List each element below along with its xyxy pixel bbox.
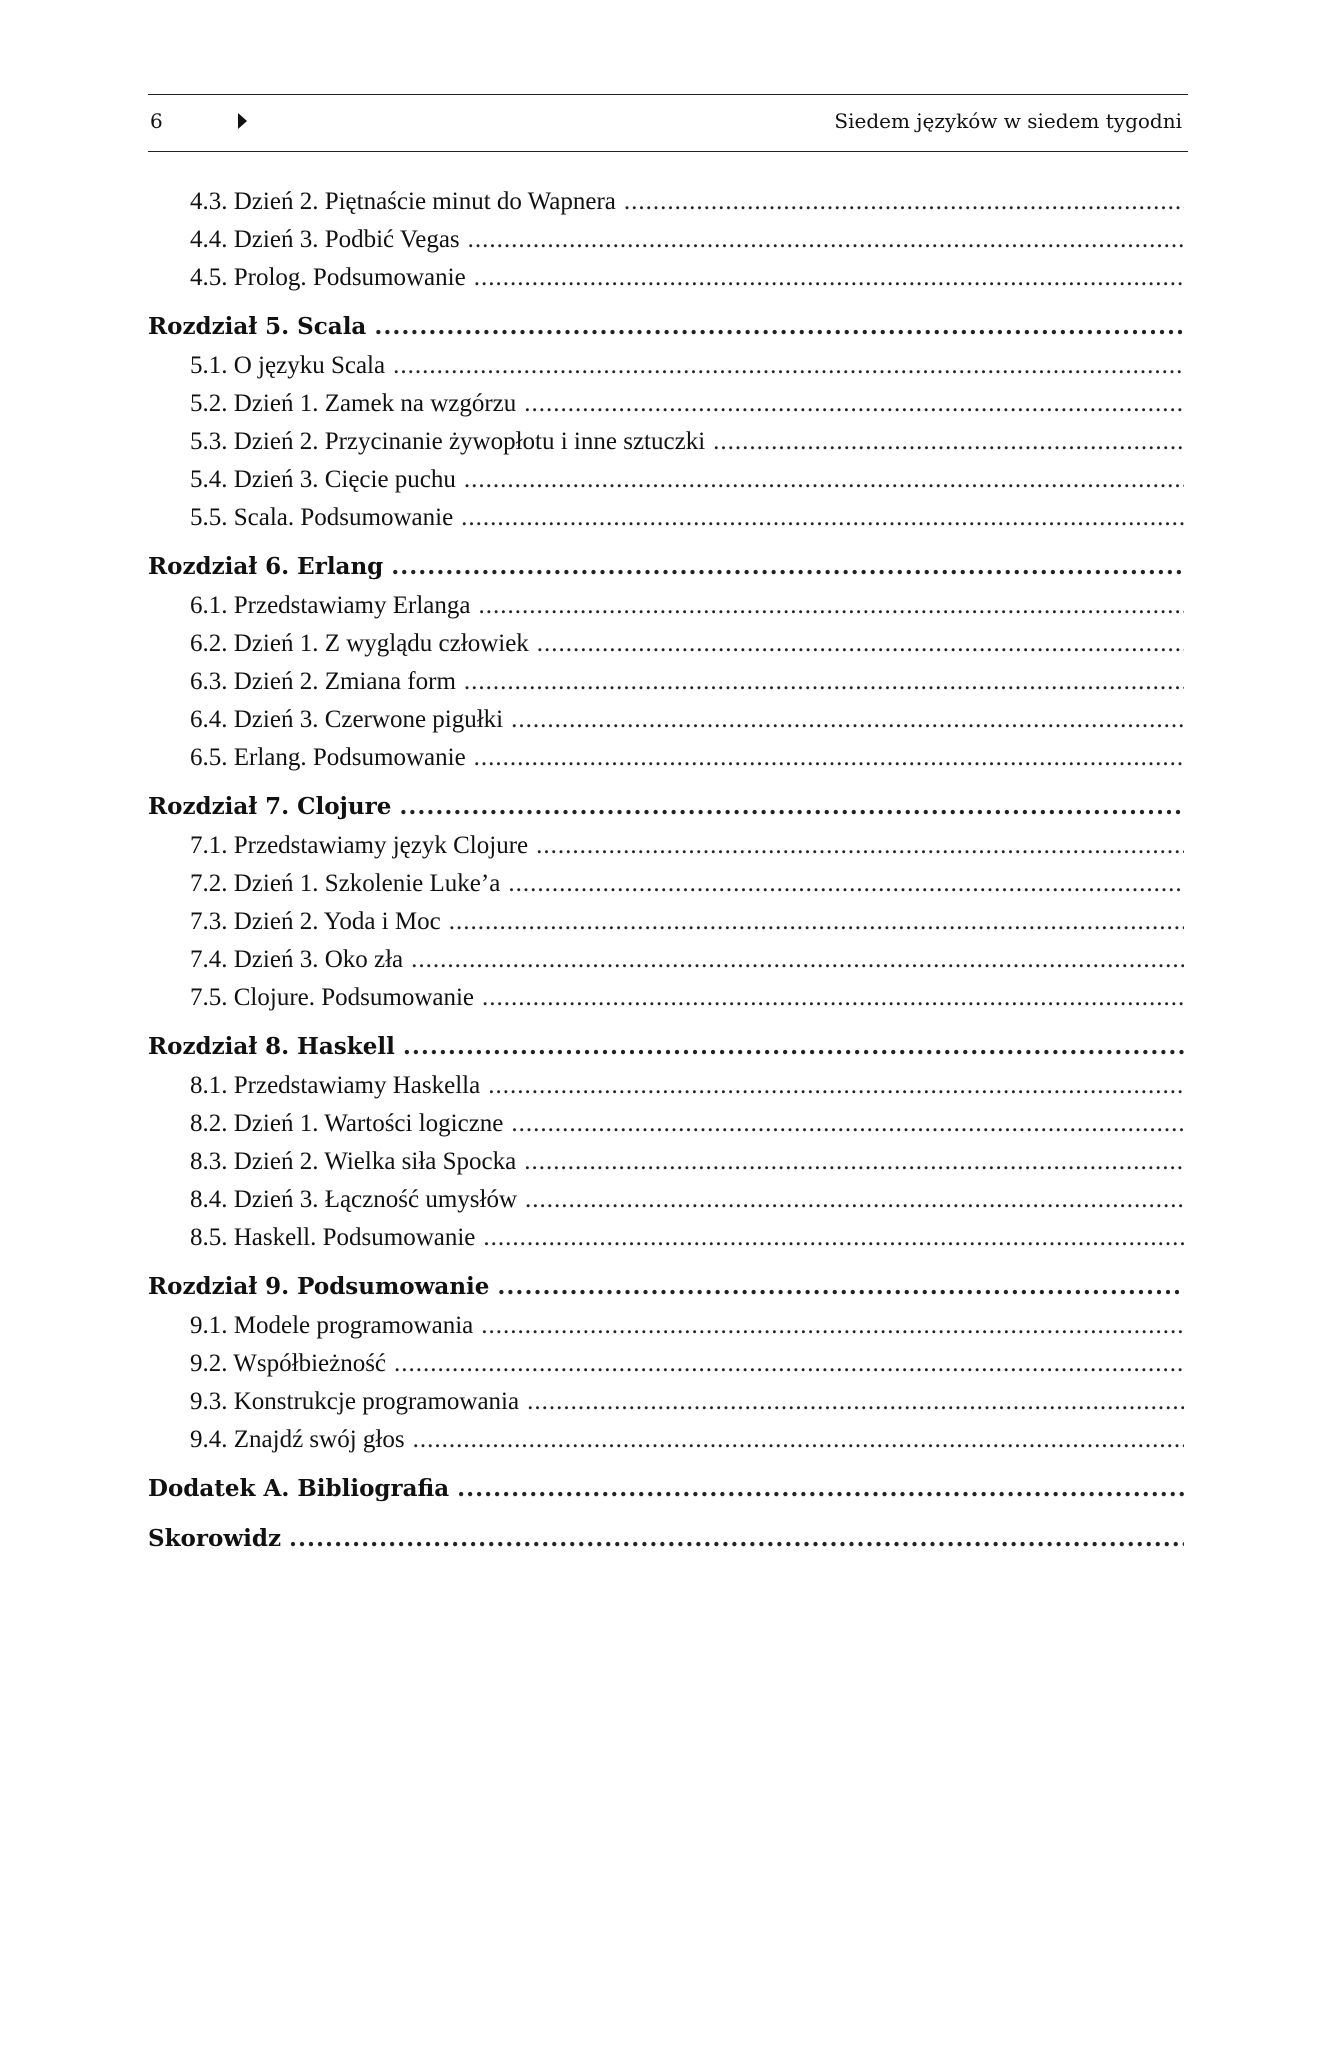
toc-entry-title: Rozdział 7. Clojure bbox=[148, 793, 392, 820]
toc-entry-title: 6.2. Dzień 1. Z wyglądu człowiek bbox=[190, 630, 529, 657]
toc-entry-title: 5.4. Dzień 3. Cięcie puchu bbox=[190, 466, 456, 493]
toc-entry-title: 8.3. Dzień 2. Wielka siła Spocka bbox=[190, 1148, 517, 1175]
toc-entry-title: 6.1. Przedstawiamy Erlanga bbox=[190, 592, 471, 619]
toc-entry-title: 7.3. Dzień 2. Yoda i Moc bbox=[190, 908, 441, 935]
toc-entry-title: 8.1. Przedstawiamy Haskella bbox=[190, 1072, 481, 1099]
book-title: Siedem języków w siedem tygodni bbox=[834, 109, 1182, 133]
toc-entry-title: 7.2. Dzień 1. Szkolenie Luke’a bbox=[190, 870, 501, 897]
toc-entry-title: 9.1. Modele programowania bbox=[190, 1312, 474, 1339]
toc-entry-title: 8.4. Dzień 3. Łączność umysłów bbox=[190, 1186, 518, 1213]
toc-chapter-entry[interactable] bbox=[148, 1509, 1184, 1559]
toc-entry-title: 7.1. Przedstawiamy język Clojure bbox=[190, 832, 529, 859]
toc-entry-page bbox=[148, 1509, 1184, 1559]
toc-entry-title: Rozdział 5. Scala bbox=[148, 313, 367, 340]
toc-entry-title: 9.3. Konstrukcje programowania bbox=[190, 1388, 520, 1415]
running-header bbox=[148, 94, 1188, 152]
toc-entry-title: Rozdział 9. Podsumowanie bbox=[148, 1273, 490, 1300]
toc-entry-title: 8.5. Haskell. Podsumowanie bbox=[190, 1224, 476, 1251]
toc-entry-title: 5.3. Dzień 2. Przycinanie żywopłotu i inne sztuczki bbox=[190, 428, 706, 455]
toc-entry-title: Skorowidz bbox=[148, 1525, 282, 1552]
toc-entry-title: 4.4. Dzień 3. Podbić Vegas bbox=[190, 226, 460, 253]
toc-entry-title: 9.2. Współbieżność bbox=[190, 1350, 387, 1377]
toc-entry-title: 8.2. Dzień 1. Wartości logiczne bbox=[190, 1110, 504, 1137]
toc-entry-title: 4.3. Dzień 2. Piętnaście minut do Wapnera bbox=[190, 188, 616, 215]
toc-entry-title: Rozdział 6. Erlang bbox=[148, 553, 384, 580]
page-number: 6 bbox=[150, 109, 163, 133]
toc-entry-title: 5.5. Scala. Podsumowanie bbox=[190, 504, 454, 531]
table-of-contents bbox=[148, 183, 1184, 1559]
toc-entry-title: 4.5. Prolog. Podsumowanie bbox=[190, 264, 466, 291]
toc-entry-title: 6.4. Dzień 3. Czerwone pigułki bbox=[190, 706, 504, 733]
toc-entry-title: 6.5. Erlang. Podsumowanie bbox=[190, 744, 466, 771]
toc-entry-title: 5.1. O języku Scala bbox=[190, 352, 386, 379]
toc-entry-title: 6.3. Dzień 2. Zmiana form bbox=[190, 668, 456, 695]
toc-entry-title: Rozdział 8. Haskell bbox=[148, 1033, 395, 1060]
toc-entry-title: 7.4. Dzień 3. Oko zła bbox=[190, 946, 404, 973]
toc-entry-title: Dodatek A. Bibliografia bbox=[148, 1475, 450, 1502]
toc-entry-title: 9.4. Znajdź swój głos bbox=[190, 1426, 405, 1453]
toc-entry-title: 7.5. Clojure. Podsumowanie bbox=[190, 984, 475, 1011]
triangle-right-icon bbox=[238, 113, 247, 129]
toc-entry-title: 5.2. Dzień 1. Zamek na wzgórzu bbox=[190, 390, 517, 417]
